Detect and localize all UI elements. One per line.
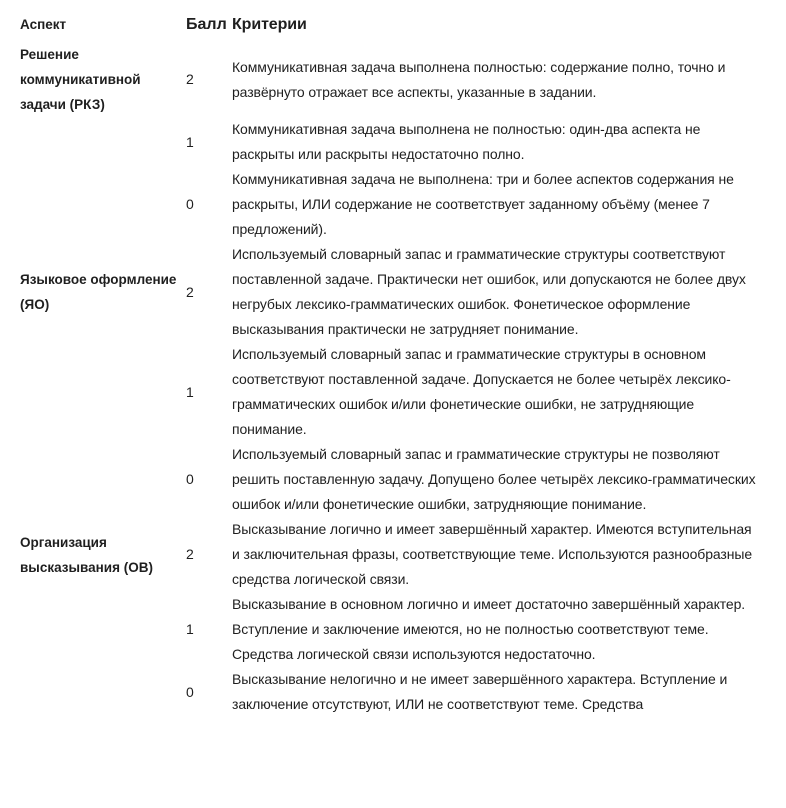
criteria-cell: Используемый словарный запас и грамматические структуры не позволяют решить поставленную задачу. Допущено более четырёх лексико-грамматических ошибок и/или фонетические ошибки, затрудняющие понимание.	[232, 446, 756, 512]
table-row	[20, 592, 762, 667]
score-cell: 0	[186, 683, 194, 700]
table-header-row	[20, 12, 762, 42]
criteria-table	[20, 12, 762, 717]
score-cell: 2	[186, 283, 194, 300]
table-row	[20, 517, 762, 592]
table-row	[20, 42, 762, 117]
aspect-cell: Решение коммуникативной задачи (РКЗ)	[20, 47, 141, 112]
criteria-cell: Коммуникативная задача выполнена не полностью: один-два аспекта не раскрыты или раскрыты недостаточно полно.	[232, 121, 701, 162]
criteria-cell: Коммуникативная задача не выполнена: три и более аспектов содержания не раскрыты, ИЛИ содержание не соответствует заданному объёму (менее 7 предложений).	[232, 171, 734, 237]
aspect-cell	[20, 342, 186, 442]
criteria-cell: Высказывание в основном логично и имеет достаточно завершённый характер. Вступление и заключение имеются, но не полностью соответствуют теме. Средства логической связи используются недостаточно.	[232, 596, 746, 662]
score-cell: 1	[186, 383, 194, 400]
aspect-cell	[20, 167, 186, 242]
aspect-cell: Организация высказывания (ОВ)	[20, 534, 153, 575]
header-aspect: Аспект	[20, 17, 67, 32]
criteria-cell: Используемый словарный запас и грамматические структуры в основном соответствуют поставленной задаче. Допускается не более четырёх лексико-грамматических ошибок и/или фонетические ошибки, не затрудняющие понимание.	[232, 346, 731, 437]
table-row	[20, 242, 762, 342]
criteria-cell: Используемый словарный запас и грамматические структуры соответствуют поставленной задаче. Практически нет ошибок, или допускаются не более двух негрубых лексико-грамматических ошибок. Фонетическое оформление высказывания практически не затрудняет понимание.	[232, 246, 746, 337]
aspect-cell	[20, 442, 186, 517]
aspect-cell: Языковое оформление (ЯО)	[20, 272, 177, 312]
score-cell: 1	[186, 133, 194, 150]
aspect-cell	[20, 117, 186, 167]
criteria-cell: Высказывание логично и имеет завершённый характер. Имеются вступительная и заключительная фразы, соответствующие теме. Используются разнообразные средства логической связи.	[232, 521, 753, 587]
aspect-cell	[20, 592, 186, 667]
criteria-cell: Высказывание нелогично и не имеет завершённого характера. Вступление и заключение отсутствуют, ИЛИ не соответствуют теме. Средства	[232, 671, 728, 712]
score-cell: 2	[186, 71, 194, 87]
table-row	[20, 117, 762, 167]
table-row	[20, 667, 762, 717]
table-row	[20, 442, 762, 517]
table-row	[20, 342, 762, 442]
table-row	[20, 167, 762, 242]
score-cell: 0	[186, 471, 194, 487]
score-cell: 0	[186, 196, 194, 212]
score-cell: 2	[186, 546, 194, 562]
header-criteria: Критерии	[232, 16, 307, 33]
aspect-cell	[20, 667, 186, 717]
criteria-cell: Коммуникативная задача выполнена полностью: содержание полно, точно и развёрнуто отражает все аспекты, указанные в задании.	[232, 58, 726, 100]
header-score: Балл	[186, 16, 227, 33]
score-cell: 1	[186, 621, 194, 637]
